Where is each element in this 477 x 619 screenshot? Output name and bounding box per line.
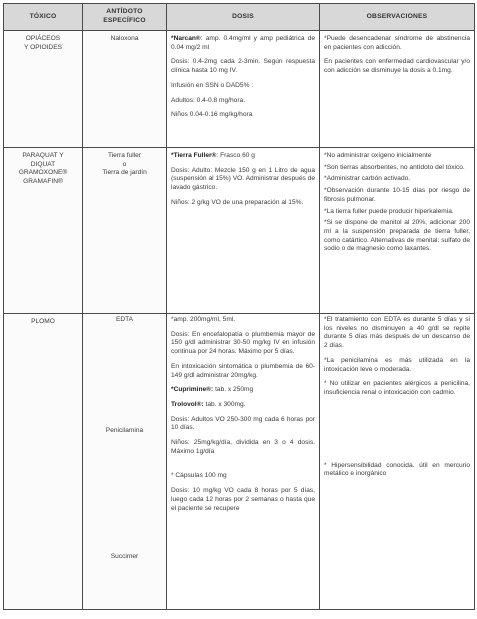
obs-paraquat-p3: *Administrar carbón activado. xyxy=(324,175,411,183)
dose-opiates-p3: Infusión en SSN o DAD5% : xyxy=(171,81,254,89)
dose-cell-lead xyxy=(167,314,320,610)
toxic-cell-opiates xyxy=(4,31,83,148)
dose-lead-p6: Dosis: Adultos VO 250-300 mg cada 6 horas por 10 días. xyxy=(171,415,315,432)
dose-lead-p9: Dosis: 10 mg/kg VO cada 8 horas por 5 días, luego cada 12 horas por 2 semanas o hasta que el paciente se recupere xyxy=(171,487,315,512)
table-row-lead xyxy=(4,314,475,610)
header-antidote-line2: ESPECÍFICO xyxy=(103,17,146,24)
dose-lead-cuprimine: *Cuprimine®: xyxy=(171,386,214,394)
header-toxic: TÓXICO xyxy=(4,4,83,31)
header-antidote xyxy=(83,4,167,31)
dose-lead-p7: Niños: 25mg/kg/día, dividida en 3 o 4 dosis. Máximo 1g/día xyxy=(171,439,315,455)
obs-paraquat-p4: *Observación durante 10-15 días por riesgo de fibrosis pulmonar. xyxy=(324,187,470,203)
dose-lead-p2: Dosis: En encefalopatía o plumbemia mayor de 150 g/dl administrar 30-50 mg/kg IV en infusión continua por 24 horas. Máximo por 5 días. xyxy=(171,330,315,356)
obs-cell-paraquat xyxy=(320,148,475,314)
dose-opiates-brand: *Narcan® xyxy=(171,35,201,42)
obs-paraquat-p5: *La tierra fuller puede producir hiperkalemia. xyxy=(324,207,454,215)
dose-opiates-p2: Dosis: 0.4-2mg cada 2-3min. Según respuesta clínica hasta 10 mg IV. xyxy=(171,58,315,75)
dose-opiates-p5: Niños 0.04-0.16 mg/kg/hora xyxy=(171,111,253,119)
antidote-paraquat-line1: Tierra fuller xyxy=(107,152,142,159)
antidote-lead-penicillamine: Penicilamina xyxy=(105,427,144,434)
dose-cell-paraquat xyxy=(167,148,320,314)
dose-lead-p5-rest: tab. x 300mg. xyxy=(203,400,246,408)
dose-lead-p4 xyxy=(171,386,315,395)
table-row-paraquat xyxy=(4,148,475,314)
dose-lead-p5 xyxy=(171,401,315,410)
dose-paraquat-p1-rest: : Frasco 60 g xyxy=(216,152,255,159)
antidote-cell-paraquat xyxy=(83,148,167,314)
dose-lead-p1: *amp. 200mg/ml, 5ml. xyxy=(171,316,236,323)
obs-opiates-p2: En pacientes con enfermedad cardiovascular y/o con adicción se disminuye la dosis a 0.1mg. xyxy=(324,58,470,75)
obs-lead-p4: * Hipersensibilidad conocida. útil en mercurio metálico e inorgánico xyxy=(324,461,470,478)
toxic-paraquat-line1: PARAQUAT Y xyxy=(22,152,64,159)
antidote-paraquat-line3: Tierra de jardín xyxy=(102,169,147,177)
dose-paraquat-p2: Dosis: Adulto: Mezcle 150 g en 1 Litro de agua (suspensión al 15%) VO. Administrar después de lavado gástrico. xyxy=(171,166,315,192)
antidote-lead-succimer: Succimer xyxy=(110,553,139,560)
dose-lead-trolovol: Trolovol®: xyxy=(171,400,204,408)
antidote-paraquat-line2: o xyxy=(122,160,127,168)
toxic-paraquat-line4: GRAMAFIN® xyxy=(23,178,63,186)
toxic-cell-paraquat xyxy=(4,148,83,314)
antidote-lead-edta: EDTA xyxy=(115,316,134,323)
header-dose: DOSIS xyxy=(167,4,320,31)
header-antidote-line1: ANTÍDOTO xyxy=(106,8,143,16)
dose-paraquat-brand: *Tierra Fuller® xyxy=(171,152,217,159)
toxic-paraquat-line3: GRAMOXONE® xyxy=(18,169,68,177)
header-observations: OBSERVACIONES xyxy=(320,4,475,31)
dose-lead-p4-rest: tab. x 250mg xyxy=(213,386,254,394)
table-header-row xyxy=(4,4,475,31)
dose-paraquat-p1 xyxy=(171,152,315,161)
obs-cell-lead xyxy=(320,314,475,610)
dose-opiates-p1 xyxy=(171,35,315,52)
obs-lead-p1: *El tratamiento con EDTA es durante 5 días y si los niveles no disminuyen a 40 g/dl se repite durante 5 días más después de un descanso de 2 días. xyxy=(324,316,470,350)
dose-paraquat-p3: Niños: 2 g/kg VO de una preparación al 15%. xyxy=(171,198,304,206)
toxic-opiates-line1: OPIÁCEOS xyxy=(25,35,61,42)
table-row-opiates xyxy=(4,31,475,148)
toxic-opiates-line2: Y OPIOIDES xyxy=(24,43,62,51)
dose-cell-opiates xyxy=(167,31,320,148)
obs-paraquat-p2: *Son tierras absorbentes, no antídoto del tóxico. xyxy=(324,163,465,171)
antidote-table xyxy=(3,3,475,610)
obs-paraquat-p6: *Si se dispone de manitol al 20%, adicionar 200 ml a la suspensión preparada de tierra fuller, como catártico. Alternativas de menital: sulfato de sodio o de magnesio como laxantes. xyxy=(324,219,470,253)
dose-opiates-p4: Adultos: 0.4-0.8 mg/hora. xyxy=(171,96,246,104)
antidote-cell-opiates: Naloxona xyxy=(83,31,167,148)
obs-cell-opiates xyxy=(320,31,475,148)
obs-lead-p2: *La penicilamina es más utilizada en la intoxicación leve o moderada. xyxy=(324,356,470,373)
toxic-paraquat-line2: DIQUAT xyxy=(30,160,56,168)
obs-opiates-p1: *Puede desencadenar síndrome de abstinencia en pacientes con adicción. xyxy=(324,35,470,51)
obs-paraquat-p1: *No administrar oxígeno inicialmente xyxy=(324,152,432,159)
obs-lead-p3: * No utilizar en pacientes alérgicos a penicilina, insuficiencia renal o intoxicación con cadmio. xyxy=(324,380,470,396)
antidote-cell-lead xyxy=(83,314,167,610)
dose-opiates-p1-rest: : amp. 0.4mg/ml y amp pediátrica de 0.04 mg/2 ml xyxy=(171,35,315,51)
toxic-cell-lead: PLOMO xyxy=(4,314,83,610)
dose-lead-p3: En intoxicación sintomática o plumbemia de 60-149 g/dl administrar 20mg/kg. xyxy=(171,362,315,379)
dose-lead-p8: * Cápsulas 100 mg xyxy=(171,472,227,480)
